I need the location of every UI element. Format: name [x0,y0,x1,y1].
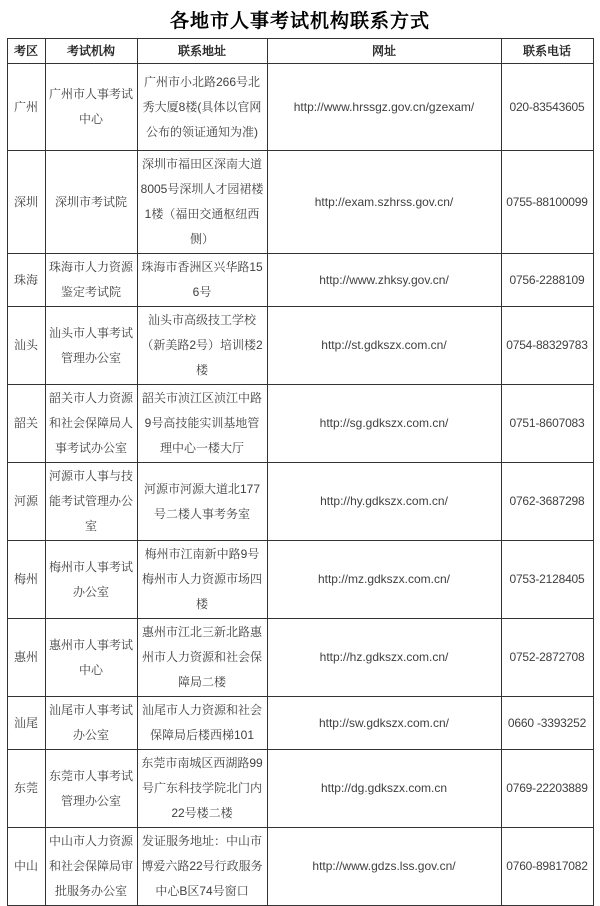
address-cell: 韶关市浈江区浈江中路9号高技能实训基地管理中心一楼大厅 [137,385,267,463]
region-cell: 河源 [7,463,45,541]
phone-cell: 0756-2288109 [501,254,593,307]
phone-cell: 0754-88329783 [501,307,593,385]
address-cell: 广州市小北路266号北秀大厦8楼(具体以官网公布的领证通知为准) [137,64,267,151]
table-row [7,254,593,307]
table-row [7,541,593,619]
url-cell: http://st.gdkszx.com.cn/ [267,307,501,385]
agency-cell: 汕头市人事考试管理办公室 [45,307,137,385]
agency-cell: 东莞市人事考试管理办公室 [45,750,137,828]
url-cell: http://www.hrssgz.gov.cn/gzexam/ [267,64,501,151]
region-cell: 惠州 [7,619,45,697]
url-cell: http://www.zhksy.gov.cn/ [267,254,501,307]
page-title: 各地市人事考试机构联系方式 [169,11,430,32]
region-cell: 珠海 [7,254,45,307]
url-cell: http://dg.gdkszx.com.cn [267,750,501,828]
column-header-phone: 联系电话 [501,39,593,64]
phone-cell: 0760-89817082 [501,828,593,906]
table-row [7,385,593,463]
region-cell: 汕头 [7,307,45,385]
region-cell: 东莞 [7,750,45,828]
address-cell: 汕尾市人力资源和社会保障局后楼西梯101 [137,697,267,750]
address-cell: 深圳市福田区深南大道8005号深圳人才园裙楼1楼（福田交通枢纽西侧） [137,151,267,254]
address-cell: 汕头市高级技工学校（新美路2号）培训楼2楼 [137,307,267,385]
table-row [7,750,593,828]
region-cell: 中山 [7,828,45,906]
url-cell: http://mz.gdkszx.com.cn/ [267,541,501,619]
column-header-address: 联系地址 [137,39,267,64]
column-header-url: 网址 [267,39,501,64]
phone-cell: 0660 -3393252 [501,697,593,750]
agency-cell: 广州市人事考试中心 [45,64,137,151]
phone-cell: 0751-8607083 [501,385,593,463]
url-cell: http://hy.gdkszx.com.cn/ [267,463,501,541]
address-cell: 东莞市南城区西湖路99号广东科技学院北门内22号楼二楼 [137,750,267,828]
phone-cell: 0753-2128405 [501,541,593,619]
phone-cell: 0752-2872708 [501,619,593,697]
table-row [7,151,593,254]
contact-table [7,38,594,906]
page [0,6,600,898]
agency-cell: 梅州市人事考试办公室 [45,541,137,619]
table-row [7,463,593,541]
table-row [7,697,593,750]
phone-cell: 0755-88100099 [501,151,593,254]
url-cell: http://hz.gdkszx.com.cn/ [267,619,501,697]
agency-cell: 河源市人事与技能考试管理办公室 [45,463,137,541]
phone-cell: 020-83543605 [501,64,593,151]
url-cell: http://sw.gdkszx.com.cn/ [267,697,501,750]
table-row [7,619,593,697]
table-header-row [7,39,593,64]
agency-cell: 韶关市人力资源和社会保障局人事考试办公室 [45,385,137,463]
agency-cell: 惠州市人事考试中心 [45,619,137,697]
address-cell: 梅州市江南新中路9号梅州市人力资源市场四楼 [137,541,267,619]
region-cell: 韶关 [7,385,45,463]
table-body [7,64,593,906]
table-row [7,64,593,151]
url-cell: http://www.gdzs.lss.gov.cn/ [267,828,501,906]
region-cell: 深圳 [7,151,45,254]
agency-cell: 深圳市考试院 [45,151,137,254]
region-cell: 梅州 [7,541,45,619]
agency-cell: 中山市人力资源和社会保障局审批服务办公室 [45,828,137,906]
column-header-agency: 考试机构 [45,39,137,64]
url-cell: http://exam.szhrss.gov.cn/ [267,151,501,254]
phone-cell: 0762-3687298 [501,463,593,541]
region-cell: 广州 [7,64,45,151]
phone-cell: 0769-22203889 [501,750,593,828]
address-cell: 河源市河源大道北177号二楼人事考务室 [137,463,267,541]
table-row [7,828,593,906]
agency-cell: 珠海市人力资源鉴定考试院 [45,254,137,307]
column-header-region: 考区 [7,39,45,64]
agency-cell: 汕尾市人事考试办公室 [45,697,137,750]
address-cell: 珠海市香洲区兴华路156号 [137,254,267,307]
address-cell: 惠州市江北三新北路惠州市人力资源和社会保障局二楼 [137,619,267,697]
region-cell: 汕尾 [7,697,45,750]
url-cell: http://sg.gdkszx.com.cn/ [267,385,501,463]
address-cell: 发证服务地址：中山市博爱六路22号行政服务中心B区74号窗口 [137,828,267,906]
table-row [7,307,593,385]
